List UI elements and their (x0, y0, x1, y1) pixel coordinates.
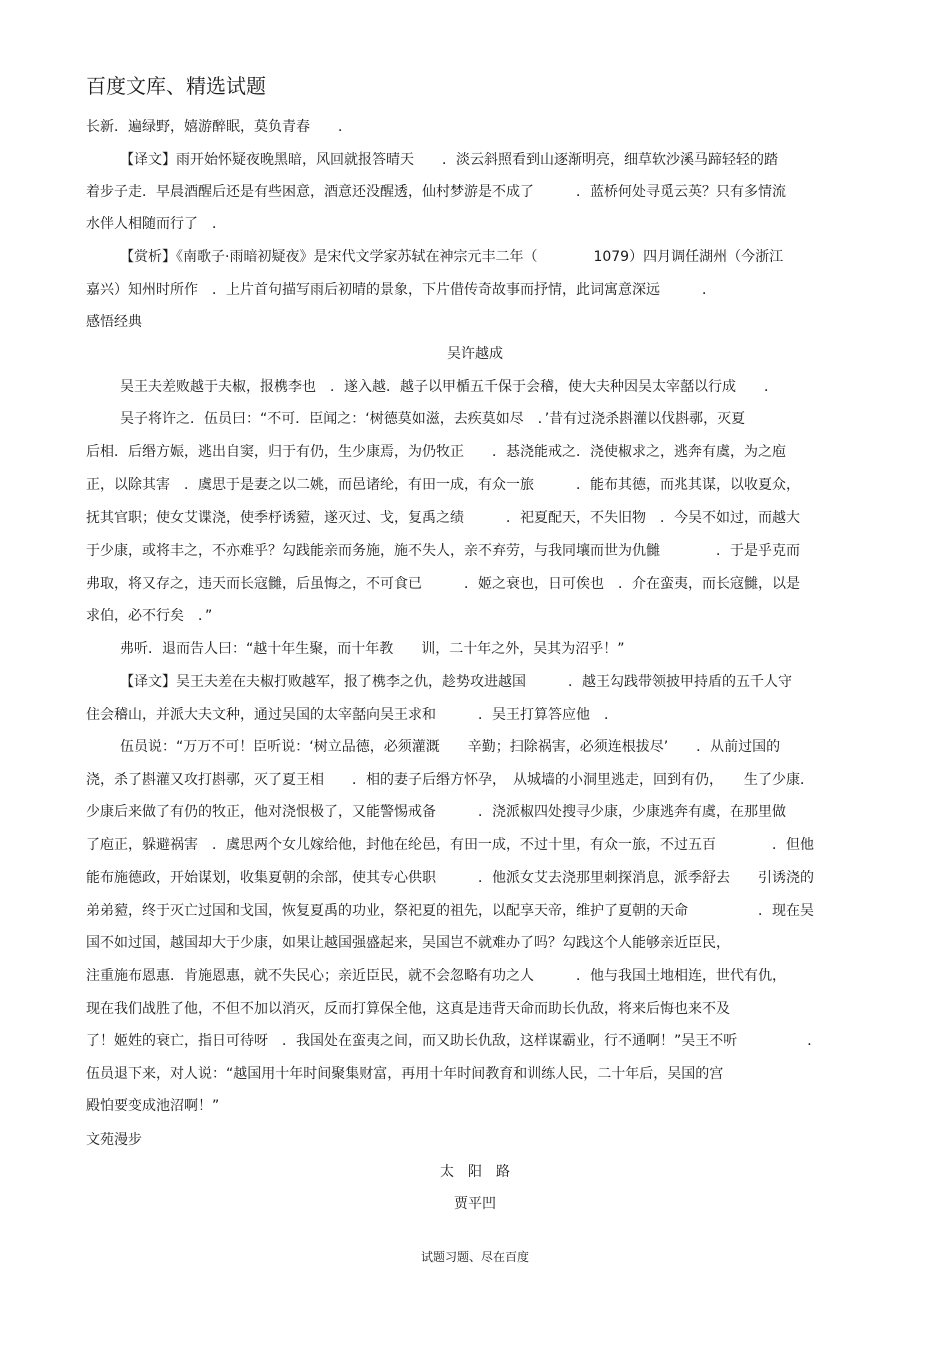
text-line: 【译文】雨开始怀疑夜晚黑暗，风回就报答晴天 ．淡云斜照看到山逐渐明亮，细草软沙溪马蹄轻轻的踏 (120, 152, 778, 168)
text-line: 少康后来做了有仍的牧正，他对浇恨极了，又能警惕戒备 ．浇派椒四处搜寻少康，少康逃奔有虞，在那里做 (86, 804, 786, 820)
text-line: 弗取，将又存之，违天而长寇雠，后虽悔之，不可食已 ．姬之衰也，日可俟也 ．介在蛮夷，而长寇雠，以是 (86, 576, 800, 592)
text-line: 国不如过国，越国却大于少康，如果让越国强盛起来，吴国岂不就难办了吗？勾践这个人能够亲近臣民， (86, 935, 730, 951)
text-line: 求伯，必不行矣 ．” (86, 608, 213, 624)
text-line: 现在我们战胜了他，不但不加以消灭，反而打算保全他，这真是违背天命而助长仇敌，将来后悔也来不及 (86, 1001, 730, 1017)
text-line: 弗听．退而告人曰：“越十年生聚，而十年教 训，二十年之外，吴其为沼乎！” (120, 641, 625, 657)
text-line: 伍员退下来，对人说：“越国用十年时间聚集财富，再用十年时间教育和训练人民，二十年后，吴国的宫 (86, 1066, 724, 1082)
text-line: 住会稽山，并派大夫文种，通过吴国的太宰嚭向吴王求和 ．吴王打算答应他 ． (86, 707, 618, 723)
text-line: 能布施德政，开始谋划，收集夏朝的余部，使其专心供职 ．他派女艾去浇那里刺探消息，派季舒去 引诱浇的 (86, 870, 814, 886)
text-line: 正，以除其害 ．虞思于是妻之以二姚，而邑诸纶，有田一成，有众一旅 ．能布其德，而兆其谋，以收夏众， (86, 477, 800, 493)
text-line: 吴子将许之．伍员曰：“不可．臣闻之：‘树德莫如滋，去疾莫如尽 ．’昔有过浇杀斟灌以伐斟鄩，灭夏 (120, 411, 746, 427)
text-line: 水伴人相随而行了 ． (86, 216, 226, 232)
text-line: 吴王夫差败越于夫椒，报槜李也 ．遂入越．越子以甲楯五千保于会稽，使大夫种因吴太宰嚭以行成 ． (120, 379, 778, 395)
section-heading-wenyuan: 文苑漫步 (86, 1132, 142, 1148)
text-line: 【赏析】《南歌子·雨暗初疑夜》是宋代文学家苏轼在神宗元丰二年（ 1079）四月调任湖州（今浙江 (120, 249, 784, 265)
text-line: 抚其官职；使女艾谍浇，使季杼诱豷，遂灭过、戈，复禹之绩 ．祀夏配天，不失旧物 ．今吴不如过，而越大 (86, 510, 800, 526)
article-title-tai-yang-lu: 太 阳 路 (440, 1164, 510, 1180)
section-heading-ganwu: 感悟经典 (86, 314, 142, 330)
text-line: 弟弟豷，终于灭亡过国和戈国，恢复夏禹的功业，祭祀夏的祖先，以配享天帝，维护了夏朝的天命 ．现在吴 (86, 903, 814, 919)
text-line: 注重施布恩惠．肯施恩惠，就不失民心；亲近臣民，就不会忽略有功之人 ．他与我国土地相连，世代有仇， (86, 968, 786, 984)
text-line: 伍员说：“万万不可！臣听说：‘树立品德，必须灌溉 辛勤；扫除祸害，必须连根拔尽’ ．从前过国的 (120, 739, 781, 755)
text-line: 了！姬姓的衰亡，指日可待呀 ．我国处在蛮夷之间，而又助长仇敌，这样谋霸业，行不通啊！”吴王不听 ． (86, 1033, 822, 1049)
text-line: 【译文】吴王夫差在夫椒打败越军，报了槜李之仇，趁势攻进越国 ．越王勾践带领披甲持盾的五千人守 (120, 674, 792, 690)
text-line: 了庖正，躲避祸害 ．虞思两个女儿嫁给他，封他在纶邑，有田一成，不过十里，有众一旅，不过五百 ．但他 (86, 837, 814, 853)
page-header-title: 百度文库、精选试题 (86, 74, 266, 98)
text-line: 后相．后缗方娠，逃出自窦，归于有仍，生少康焉，为仍牧正 ．惎浇能戒之．浇使椒求之，逃奔有虞，为之庖 (86, 444, 786, 460)
poem-tail-line: 长新．遍绿野，嬉游醉眠，莫负青春 ． (86, 119, 352, 135)
article-author: 贾平凹 (454, 1196, 496, 1212)
text-line: 浇，杀了斟灌又攻打斟鄩，灭了夏王相 ．相的妻子后缗方怀孕， 从城墙的小洞里逃走，回到有仍， 生了少康． (86, 772, 814, 788)
page-footer: 试题习题、尽在百度 (420, 1250, 529, 1264)
article-title-wu-xu-yue-cheng: 吴许越成 (447, 346, 503, 362)
text-line: 殿怕要变成池沼啊！” (86, 1098, 220, 1114)
text-line: 嘉兴）知州时所作 ．上片首句描写雨后初晴的景象，下片借传奇故事而抒情，此词寓意深远 ． (86, 282, 716, 298)
text-line: 于少康，或将丰之，不亦难乎？勾践能亲而务施，施不失人，亲不弃劳，与我同壤而世为仇雠 ．于是乎克而 (86, 543, 800, 559)
text-line: 着步子走．早晨酒醒后还是有些困意，酒意还没醒透，仙村梦游是不成了 ．蓝桥何处寻觅云英？只有多情流 (86, 184, 786, 200)
